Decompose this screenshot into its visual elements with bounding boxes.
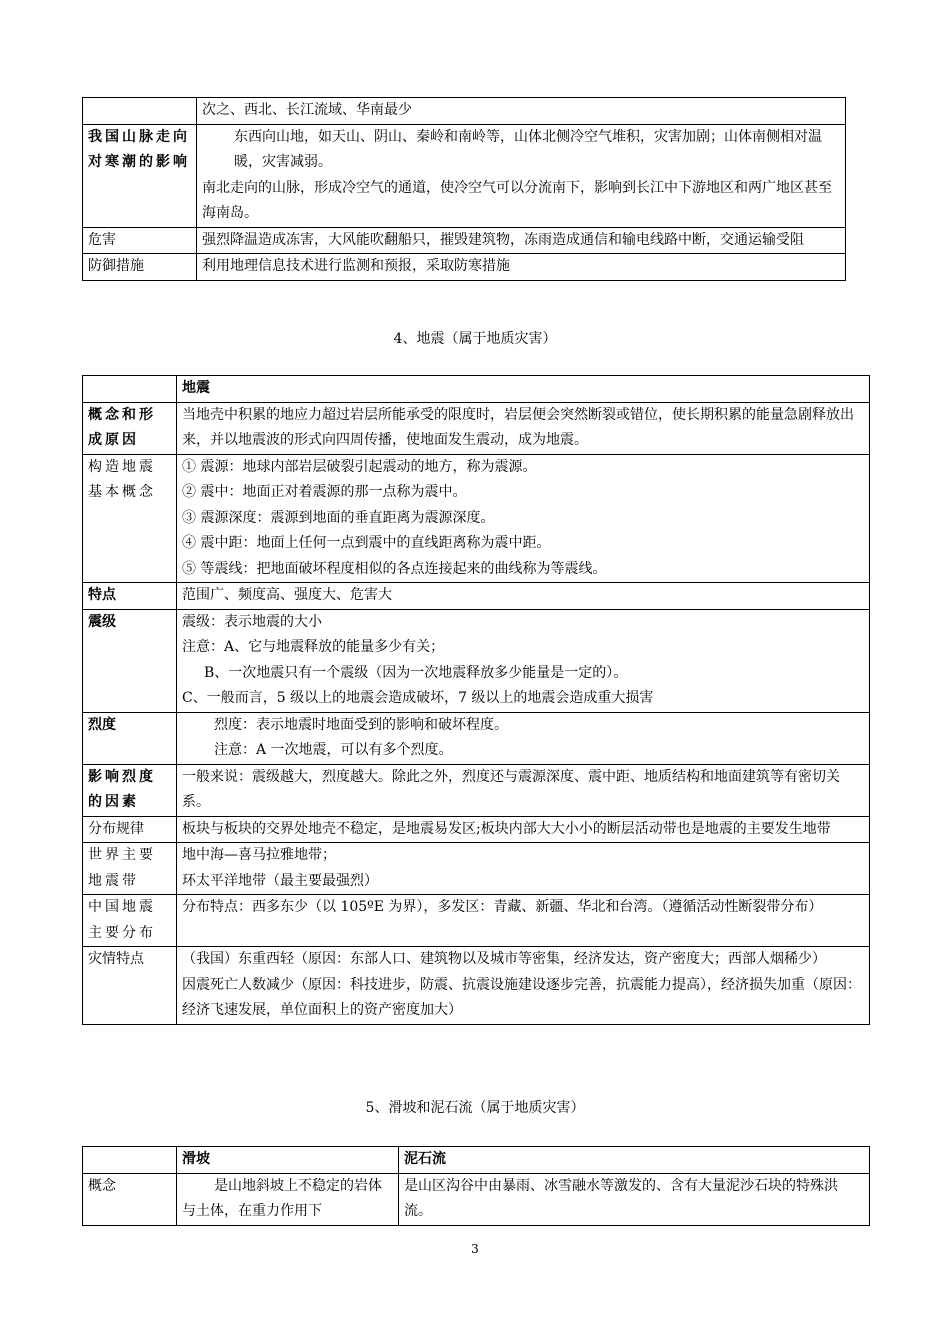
row-label: 灾情特点 <box>83 947 177 1025</box>
row-content: 东西向山地，如天山、阴山、秦岭和南岭等，山体北侧冷空气堆积，灾害加剧；山体南侧相对温暖，灾害减弱。 南北走向的山脉，形成冷空气的通道，使冷空气可以分流南下，影响到长江中下游地区和两广地区甚至海南岛。 <box>197 124 846 227</box>
table-row <box>83 124 846 227</box>
row-label: 概念 <box>83 1173 177 1225</box>
table-row <box>83 712 870 764</box>
row-content: 地中海—喜马拉雅地带； 环太平洋地带（最主要最强烈） <box>177 843 870 895</box>
row-content: ① 震源：地球内部岩层破裂引起震动的地方，称为震源。 ② 震中：地面正对着震源的那一点称为震中。 ③ 震源深度：震源到地面的垂直距离为震源深度。 ④ 震中距：地面上任何一点到震中的直线距离称为震中距。 ⑤ 等震线：把地面破坏程度相似的各点连接起来的曲线称为等震线。 <box>177 454 870 583</box>
section-4-title: 4、地震（属于地质灾害） <box>393 331 557 347</box>
row-label: 构造地震基本概念 <box>83 454 177 583</box>
table-row <box>83 764 870 816</box>
table-row <box>83 583 870 610</box>
row-content: 分布特点：西多东少（以 105ºE 为界），多发区：青藏、新疆、华北和台湾。（遵循活动性断裂带分布） <box>177 895 870 947</box>
table-row <box>83 227 846 254</box>
header-landslide: 滑坡 <box>177 1147 399 1174</box>
row-label <box>83 98 197 125</box>
table-row <box>83 895 870 947</box>
table-row <box>83 816 870 843</box>
row-label: 防御措施 <box>83 254 197 281</box>
row-label: 烈度 <box>83 712 177 764</box>
row-label: 危害 <box>83 227 197 254</box>
row-content: 强烈降温造成冻害，大风能吹翻船只，摧毁建筑物，冻雨造成通信和输电线路中断，交通运输受阻 <box>197 227 846 254</box>
table-row <box>83 1173 870 1225</box>
page-number: 3 <box>471 1242 479 1256</box>
landslide-debris-flow-table <box>82 1146 870 1226</box>
row-content: 一般来说：震级越大，烈度越大。除此之外，烈度还与震源深度、震中距、地质结构和地面建筑等有密切关系。 <box>177 764 870 816</box>
row-content: （我国）东重西轻（原因：东部人口、建筑物以及城市等密集，经济发达，资产密度大；西部人烟稀少） 因震死亡人数减少（原因：科技进步，防震、抗震设施建设逐步完善，抗震能力提高），经济损失加重（原因：经济飞速发展，单位面积上的资产密度加大） <box>177 947 870 1025</box>
table-row <box>83 947 870 1025</box>
table-row <box>83 254 846 281</box>
header-empty-cell <box>83 376 177 403</box>
row-label: 中国地震主要分布 <box>83 895 177 947</box>
row-content: 利用地理信息技术进行监测和预报，采取防寒措施 <box>197 254 846 281</box>
row-content: 次之、西北、长江流域、华南最少 <box>197 98 846 125</box>
row-content: 板块与板块的交界处地壳不稳定，是地震易发区;板块内部大大小小的断层活动带也是地震的主要发生地带 <box>177 816 870 843</box>
header-empty-cell <box>83 1147 177 1174</box>
row-label: 影响烈度的因素 <box>83 764 177 816</box>
row-content: 震级：表示地震的大小 注意：A、它与地震释放的能量多少有关； B、一次地震只有一个震级（因为一次地震释放多少能量是一定的）。 C、一般而言，5 级以上的地震会造成破坏，7 级以上的地震会造成重大损害 <box>177 609 870 712</box>
table-header-row <box>83 1147 870 1174</box>
row-content: 烈度：表示地震时地面受到的影响和破坏程度。 注意：A 一次地震，可以有多个烈度。 <box>177 712 870 764</box>
table-header: 地震 <box>177 376 870 403</box>
row-label: 分布规律 <box>83 816 177 843</box>
row-content: 当地壳中积累的地应力超过岩层所能承受的限度时，岩层便会突然断裂或错位，使长期积累的能量急剧释放出来，并以地震波的形式向四周传播，使地面发生震动，成为地震。 <box>177 402 870 454</box>
row-label: 概念和形成原因 <box>83 402 177 454</box>
row-label: 特点 <box>83 583 177 610</box>
cold-wave-table <box>82 97 846 281</box>
debris-flow-concept: 是山区沟谷中由暴雨、冰雪融水等激发的、含有大量泥沙石块的特殊洪流。 <box>399 1173 870 1225</box>
earthquake-table <box>82 375 870 1025</box>
section-5-title: 5、滑坡和泥石流（属于地质灾害） <box>365 1100 585 1116</box>
table-header-row <box>83 376 870 403</box>
table-row <box>83 98 846 125</box>
table-row <box>83 402 870 454</box>
row-content: 范围广、频度高、强度大、危害大 <box>177 583 870 610</box>
table-row <box>83 454 870 583</box>
row-label: 世界主要地震带 <box>83 843 177 895</box>
table-row <box>83 843 870 895</box>
header-debris-flow: 泥石流 <box>399 1147 870 1174</box>
row-label: 震级 <box>83 609 177 712</box>
row-label: 我国山脉走向对寒潮的影响 <box>83 124 197 227</box>
landslide-concept: 是山地斜坡上不稳定的岩体与土体，在重力作用下 <box>177 1173 399 1225</box>
table-row <box>83 609 870 712</box>
